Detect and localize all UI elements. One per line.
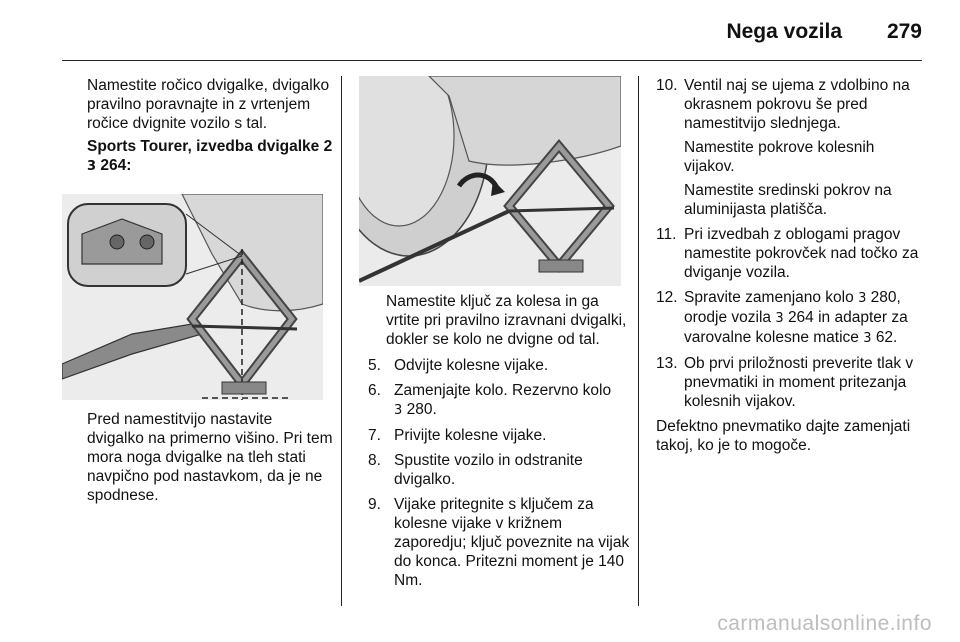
step-text: Privijte kolesne vijake. [394,427,547,444]
list-item [656,288,924,348]
list-item [368,495,630,590]
page-title: Nega vozila [726,20,842,43]
closing-paragraph: Defektno pnevmatiko dajte zamenjati takoj, ko je to mogoče. [656,418,911,454]
list-item [656,76,924,219]
step-text: Spravite zamenjano kolo [684,289,854,306]
page-ref-icon: 3 [394,403,403,418]
column-divider-1 [341,76,342,606]
step-subtext: Namestite sredinski pokrov na aluminijasta platišča. [684,182,892,218]
list-item [368,356,630,375]
step-number: 11. [656,226,677,243]
page-header [0,0,960,58]
step-text: orodje vozila [684,309,772,326]
step-number: 10. [656,77,678,94]
page-ref-icon: 3 [858,291,867,306]
page-number: 279 [886,20,922,43]
paragraph: Pred namestitvijo nastavite dvigalko na primerno višino. Pri tem mora noga dvigalke na tleh stati navpično pod nastavkom, da je ne spodnese. [87,411,333,504]
list-item [656,225,924,282]
heading-ref: 264: [100,157,132,174]
step-number: 9. [368,496,381,513]
paragraph: Namestite ključ za kolesa in ga vrtite pri pravilno izravnani dvigalki, dokler se kolo ne dvigne od tal. [386,293,627,348]
step-text: Zamenjajte kolo. Rezervno kolo [394,382,612,399]
list-item [368,451,630,489]
jack-drawing-icon [62,194,323,400]
list-item [368,381,630,420]
step-text: Pri izvedbah z oblogami pragov namestite pokrovček nad točko za dviganje vozila. [684,226,919,281]
section-heading [87,137,333,176]
column-1-top [87,76,333,182]
step-list [368,356,630,590]
column-3 [656,76,924,461]
step-list [656,76,924,411]
step-subtext: Namestite pokrove kolesnih vijakov. [684,139,875,175]
paragraph: Namestite ročico dvigalke, dvigalko pravilno poravnajte in z vrtenjem ročice dvignite vozilo s tal. [87,77,330,132]
step-ref: 280. [406,401,437,418]
page-ref-icon: 3 [87,159,97,174]
column-divider-2 [638,76,639,606]
jack-illustration-1 [62,194,323,400]
column-1-bottom [87,410,333,511]
page-ref-icon: 3 [775,311,784,326]
step-number: 13. [656,355,678,372]
jack-illustration-2 [359,76,621,286]
wheel-jack-drawing-icon [359,76,621,286]
list-item [656,354,924,411]
step-number: 7. [368,427,381,444]
watermark: carmanualsonline.info [717,612,932,635]
step-number: 12. [656,289,678,306]
step-text: Ventil naj se ujema z vdolbino na okrasnem pokrovu še pred namestitvijo slednjega. [684,77,910,132]
step-ref: 280, [870,289,901,306]
step-text: Ob prvi priložnosti preverite tlak v pnevmatiki in moment pritezanja kolesnih vijakov. [684,355,914,410]
step-text: Vijake pritegnite s ključem za kolesne vijake v križnem zaporedju; ključ poveznite na vijak do konca. Pritezni moment je 140 Nm. [394,496,630,589]
step-number: 8. [368,452,381,469]
step-number: 6. [368,382,381,399]
heading-text: Sports Tourer, izvedba dvigalke 2 [87,138,333,155]
header-rule [62,60,922,61]
step-text: Spustite vozilo in odstranite dvigalko. [394,452,583,488]
step-number: 5. [368,357,381,374]
step-text: Odvijte kolesne vijake. [394,357,549,374]
column-2 [368,292,630,596]
list-item [368,426,630,445]
step-text: 264 in adapter za varovalne kolesne matice [684,309,908,346]
step-ref: 62. [875,329,898,346]
page-ref-icon: 3 [863,331,872,346]
